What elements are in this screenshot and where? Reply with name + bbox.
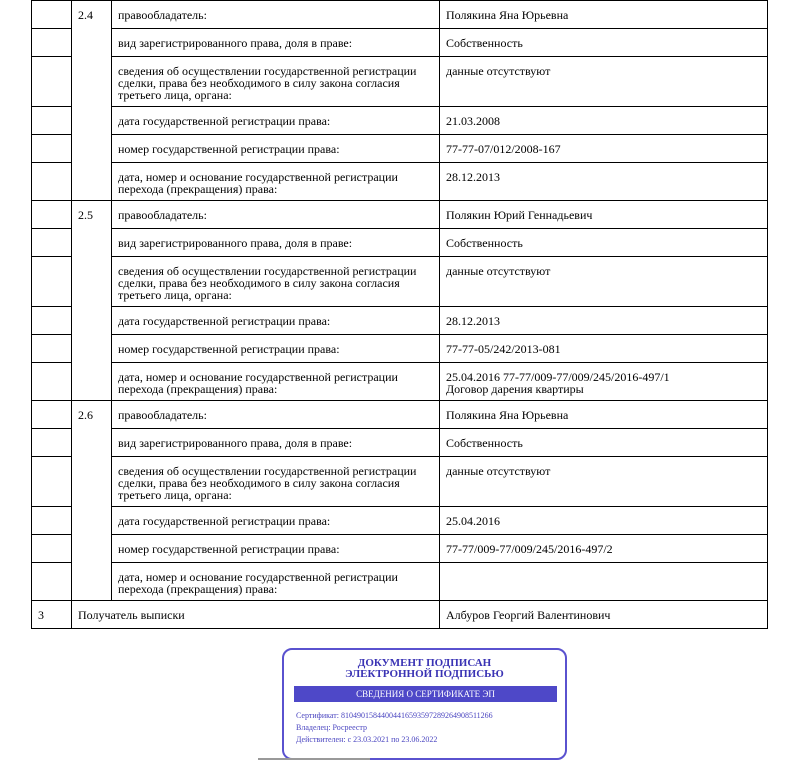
registry-table-body bbox=[32, 1, 768, 629]
table-row bbox=[32, 363, 768, 401]
field-value: данные отсутствуют bbox=[440, 457, 768, 507]
recipient-label: Получатель выписки bbox=[72, 601, 440, 629]
table-row bbox=[32, 135, 768, 163]
blank-cell bbox=[32, 229, 72, 257]
field-value: 77-77-07/012/2008-167 bbox=[440, 135, 768, 163]
field-label: номер государственной регистрации права: bbox=[112, 135, 440, 163]
field-value: 21.03.2008 bbox=[440, 107, 768, 135]
table-row bbox=[32, 163, 768, 201]
table-row bbox=[32, 257, 768, 307]
table-row bbox=[32, 57, 768, 107]
recipient-value: Албуров Георгий Валентинович bbox=[440, 601, 768, 629]
field-label: дата государственной регистрации права: bbox=[112, 307, 440, 335]
field-label: правообладатель: bbox=[112, 401, 440, 429]
field-label: вид зарегистрированного права, доля в праве: bbox=[112, 229, 440, 257]
stamp-title-line2: ЭЛЕКТРОННОЙ ПОДПИСЬЮ bbox=[345, 668, 504, 680]
stamp-certificate-bar: СВЕДЕНИЯ О СЕРТИФИКАТЕ ЭП bbox=[294, 686, 557, 702]
table-row bbox=[32, 29, 768, 57]
row-number bbox=[72, 107, 112, 135]
field-value: Полякина Яна Юрьевна bbox=[440, 401, 768, 429]
blank-cell bbox=[32, 163, 72, 201]
field-value: 77-77-05/242/2013-081 bbox=[440, 335, 768, 363]
row-number bbox=[72, 535, 112, 563]
row-number bbox=[72, 57, 112, 107]
field-value: Собственность bbox=[440, 429, 768, 457]
row-number bbox=[72, 335, 112, 363]
row-number bbox=[72, 363, 112, 401]
field-label: вид зарегистрированного права, доля в праве: bbox=[112, 29, 440, 57]
blank-cell bbox=[32, 429, 72, 457]
field-value bbox=[440, 563, 768, 601]
stamp-title bbox=[284, 658, 565, 680]
field-label: дата государственной регистрации права: bbox=[112, 507, 440, 535]
field-label: вид зарегистрированного права, доля в праве: bbox=[112, 429, 440, 457]
table-row bbox=[32, 563, 768, 601]
stamp-title-line1: ДОКУМЕНТ ПОДПИСАН bbox=[357, 657, 492, 669]
field-label: номер государственной регистрации права: bbox=[112, 535, 440, 563]
stamp-info bbox=[296, 710, 565, 746]
field-value: данные отсутствуют bbox=[440, 257, 768, 307]
table-row bbox=[32, 429, 768, 457]
row-number bbox=[72, 457, 112, 507]
signature-underline bbox=[258, 758, 370, 760]
blank-cell bbox=[32, 29, 72, 57]
row-number bbox=[72, 29, 112, 57]
row-number bbox=[72, 563, 112, 601]
field-value: Полякина Яна Юрьевна bbox=[440, 1, 768, 29]
row-number bbox=[72, 163, 112, 201]
table-row bbox=[32, 229, 768, 257]
row-number: 2.5 bbox=[72, 201, 112, 229]
field-value: 25.04.2016 77-77/009-77/009/245/2016-497/1 Договор дарения квартиры bbox=[440, 363, 768, 401]
blank-cell bbox=[32, 201, 72, 229]
row-number: 2.6 bbox=[72, 401, 112, 429]
row-number bbox=[72, 135, 112, 163]
blank-cell bbox=[32, 563, 72, 601]
blank-cell bbox=[32, 1, 72, 29]
stamp-certificate: Сертификат: 81049015844004416593597289264908511266 bbox=[296, 711, 493, 720]
field-value: Собственность bbox=[440, 29, 768, 57]
table-row bbox=[32, 507, 768, 535]
field-value: 28.12.2013 bbox=[440, 163, 768, 201]
table-row bbox=[32, 335, 768, 363]
field-value: Собственность bbox=[440, 229, 768, 257]
blank-cell bbox=[32, 363, 72, 401]
blank-cell bbox=[32, 107, 72, 135]
field-label: сведения об осуществлении государственной регистрации сделки, права без необходимого в силу закона согласия третьего лица, органа: bbox=[112, 257, 440, 307]
blank-cell bbox=[32, 57, 72, 107]
field-value: 25.04.2016 bbox=[440, 507, 768, 535]
row-number bbox=[72, 257, 112, 307]
field-value: Полякин Юрий Геннадьевич bbox=[440, 201, 768, 229]
blank-cell bbox=[32, 457, 72, 507]
recipient-row bbox=[32, 601, 768, 629]
field-label: дата государственной регистрации права: bbox=[112, 107, 440, 135]
blank-cell bbox=[32, 535, 72, 563]
field-label: правообладатель: bbox=[112, 1, 440, 29]
electronic-signature-stamp bbox=[282, 648, 567, 760]
blank-cell bbox=[32, 135, 72, 163]
field-value: 28.12.2013 bbox=[440, 307, 768, 335]
table-row bbox=[32, 457, 768, 507]
stamp-owner: Владелец: Росреестр bbox=[296, 723, 367, 732]
table-row bbox=[32, 307, 768, 335]
field-label: дата, номер и основание государственной регистрации перехода (прекращения) права: bbox=[112, 363, 440, 401]
table-row bbox=[32, 535, 768, 563]
blank-cell bbox=[32, 335, 72, 363]
row-number bbox=[72, 307, 112, 335]
table-row bbox=[32, 401, 768, 429]
registry-table bbox=[31, 0, 768, 629]
field-value: 77-77/009-77/009/245/2016-497/2 bbox=[440, 535, 768, 563]
table-row bbox=[32, 201, 768, 229]
blank-cell bbox=[32, 401, 72, 429]
table-row bbox=[32, 107, 768, 135]
blank-cell bbox=[32, 307, 72, 335]
row-number bbox=[72, 229, 112, 257]
row-number bbox=[72, 507, 112, 535]
field-label: сведения об осуществлении государственной регистрации сделки, права без необходимого в силу закона согласия третьего лица, органа: bbox=[112, 57, 440, 107]
field-label: дата, номер и основание государственной регистрации перехода (прекращения) права: bbox=[112, 163, 440, 201]
blank-cell bbox=[32, 257, 72, 307]
field-label: номер государственной регистрации права: bbox=[112, 335, 440, 363]
row-number: 2.4 bbox=[72, 1, 112, 29]
field-label: сведения об осуществлении государственной регистрации сделки, права без необходимого в силу закона согласия третьего лица, органа: bbox=[112, 457, 440, 507]
field-label: дата, номер и основание государственной регистрации перехода (прекращения) права: bbox=[112, 563, 440, 601]
field-label: правообладатель: bbox=[112, 201, 440, 229]
row-number bbox=[72, 429, 112, 457]
recipient-number: 3 bbox=[32, 601, 72, 629]
field-value: данные отсутствуют bbox=[440, 57, 768, 107]
table-row bbox=[32, 1, 768, 29]
stamp-valid: Действителен: с 23.03.2021 по 23.06.2022 bbox=[296, 735, 438, 744]
blank-cell bbox=[32, 507, 72, 535]
